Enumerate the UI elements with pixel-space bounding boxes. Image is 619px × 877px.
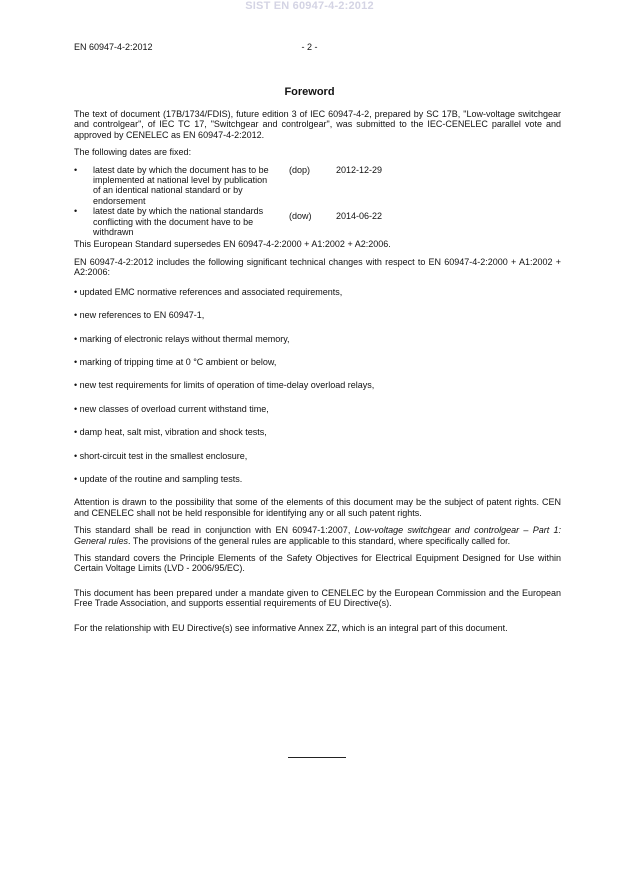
- date-abbreviation: (dow): [289, 211, 312, 222]
- list-item: • marking of electronic relays without thermal memory,: [74, 333, 290, 344]
- intro-paragraph: The text of document (17B/1734/FDIS), future edition 3 of IEC 60947-4-2, prepared by SC 17B, "Low-voltage switchgear and controlgear", of IEC TC 17, "Switchgear and controlgear", was submitted to the IEC-CENELEC parallel vote and approved by CENELEC as EN 60947-4-2:2012.: [74, 109, 561, 140]
- supersedes-paragraph: This European Standard supersedes EN 60947-4-2:2000 + A1:2002 + A2:2006.: [74, 239, 391, 250]
- bullet: •: [74, 164, 78, 175]
- list-item: • new classes of overload current withstand time,: [74, 403, 269, 414]
- header-page-number: - 2 -: [301, 42, 318, 52]
- date-value: 2012-12-29: [336, 164, 383, 175]
- date-description: latest date by which the national standards conflicting with the document have to be withdrawn: [93, 206, 264, 238]
- list-item: • short-circuit test in the smallest enclosure,: [74, 450, 248, 461]
- referenced-standard-title: Low-voltage switchgear and controlgear – Part 1: General rules: [74, 525, 562, 546]
- principle-paragraph: This standard covers the Principle Elements of the Safety Objectives for Electrical Equipment Designed for Use within Certain Voltage Limits (LVD - 2006/95/EC).: [74, 552, 561, 574]
- end-divider: [288, 757, 346, 758]
- date-value: 2014-06-22: [336, 211, 383, 222]
- list-item: • new references to EN 60947-1,: [74, 310, 205, 321]
- date-abbreviation: (dop): [289, 164, 311, 175]
- mandate-paragraph: This document has been prepared under a mandate given to CENELEC by the European Commission and the European Free Trade Association, and supports essential requirements of EU Directive(s).: [74, 587, 561, 609]
- list-item: • updated EMC normative references and associated requirements,: [74, 286, 343, 297]
- dates-list: [74, 165, 561, 238]
- list-item: • marking of tripping time at 0 °C ambient or below,: [74, 356, 277, 367]
- dates-intro: The following dates are fixed:: [74, 147, 192, 158]
- changes-intro: EN 60947-4-2:2012 includes the following significant technical changes with respect to EN 60947-4-2:2000 + A1:2002 + A2:2006:: [74, 256, 561, 278]
- conjunction-text-end: . The provisions of the general rules are applicable to this standard, where specifically called for.: [128, 535, 511, 546]
- document-body: [74, 109, 561, 640]
- conjunction-paragraph: [74, 525, 561, 546]
- relationship-paragraph: For the relationship with EU Directive(s) see informative Annex ZZ, which is an integral part of this document.: [74, 622, 508, 633]
- watermark: SIST EN 60947-4-2:2012: [245, 0, 374, 12]
- list-item: • update of the routine and sampling tests.: [74, 473, 243, 484]
- list-item: • new test requirements for limits of operation of time-delay overload relays,: [74, 380, 375, 391]
- date-description: latest date by which the document has to be implemented at national level by publication of an identical national standard or by endorsement: [93, 164, 269, 206]
- conjunction-text: This standard shall be read in conjunction with EN 60947-1:2007,: [74, 525, 355, 536]
- list-item: • damp heat, salt mist, vibration and shock tests,: [74, 427, 267, 438]
- patent-paragraph: Attention is drawn to the possibility that some of the elements of this document may be the subject of patent rights. CEN and CENELEC shall not be held responsible for identifying any or all such patent rights.: [74, 497, 561, 518]
- page-title: Foreword: [284, 86, 335, 98]
- changes-list: [74, 287, 561, 485]
- date-row-dop: [74, 165, 561, 207]
- header-doc-id: EN 60947-4-2:2012: [74, 42, 153, 52]
- date-row-dow: [74, 206, 561, 237]
- bullet: •: [74, 206, 78, 217]
